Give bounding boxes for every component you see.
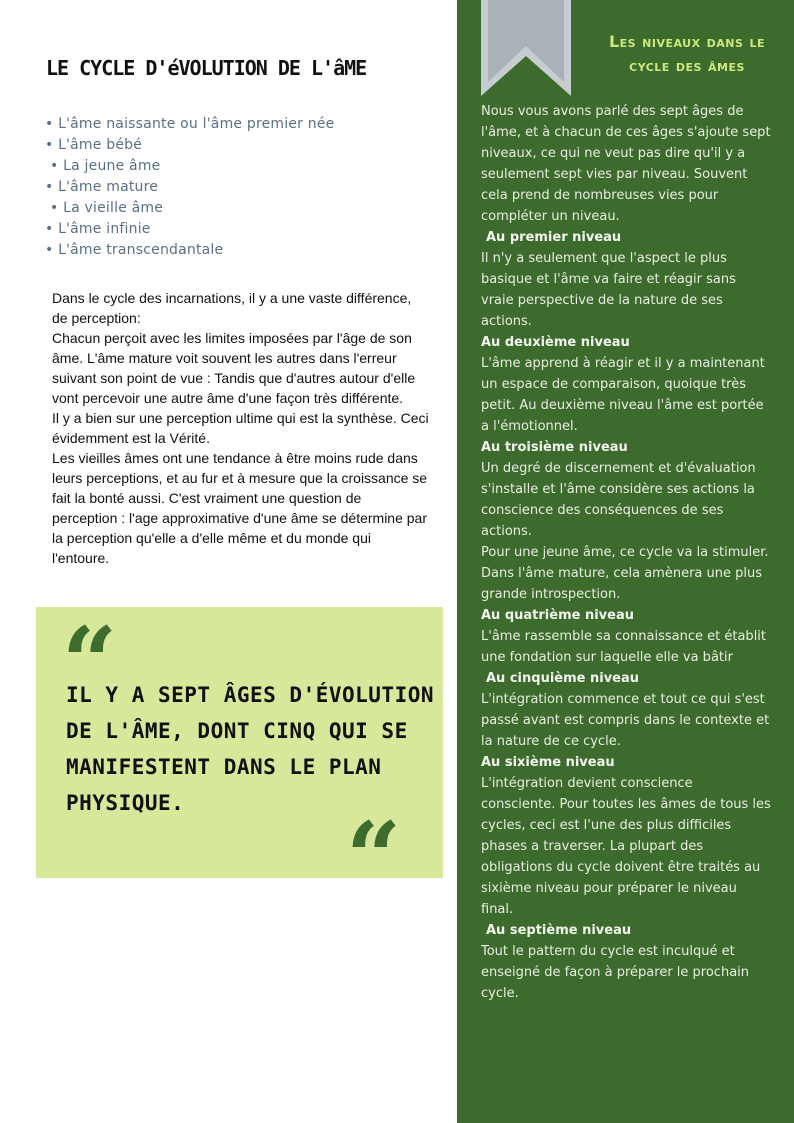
paragraph: Il y a bien sur une perception ultime qui est la synthèse. Ceci évidemment est la Vérité. — [52, 410, 429, 446]
level-heading: Au quatrième niveau — [481, 608, 634, 623]
pull-quote — [36, 606, 443, 914]
level-text: L'intégration commence et tout ce qui s'est passé avant est compris dans le contexte et la nature de ce cycle. — [481, 692, 770, 749]
quote-open-icon: “ — [62, 606, 118, 719]
level-heading: Au septième niveau — [486, 923, 632, 938]
level-text: Tout le pattern du cycle est inculqué et enseigné de façon à préparer le prochain cycle. — [481, 944, 750, 1001]
intro-paragraph: Nous vous avons parlé des sept âges de l'âme, et à chacun de ces âges s'ajoute sept niveaux, ce qui ne veut pas dire qu'il y a seulement sept vies par niveau. Souvent cela prend de nombreuses vies pour compléter un niveau. — [481, 104, 771, 224]
level-text: L'intégration devient conscience consciente. Pour toutes les âmes de tous les cycles, ceci est l'une des plus difficiles phases a traverser. La plupart des obligations du cycle doivent être traités au sixième niveau pour préparer le niveau final. — [481, 776, 771, 917]
paragraph: Dans le cycle des incarnations, il y a une vaste différence, de perception: — [52, 290, 412, 326]
quote-close-icon: “ — [346, 801, 402, 914]
list-item: • L'âme infinie — [45, 221, 151, 237]
level-heading: Au sixième niveau — [481, 755, 615, 770]
list-item: • La jeune âme — [50, 158, 161, 174]
sidebar-title: Les niveaux dans le cycle des âmes — [608, 32, 766, 75]
level-text: Il n'y a seulement que l'aspect le plus basique et l'âme va faire et réagir sans vraie perspective de la nature de ses actions. — [481, 251, 736, 329]
level-text: L'âme apprend à réagir et il y a maintenant un espace de comparaison, quoique très petit. Au deuxième niveau l'âme est portée a l'émotionnel. — [481, 356, 765, 434]
list-item: • L'âme transcendantale — [45, 242, 224, 258]
list-item: • L'âme mature — [45, 179, 159, 195]
list-item: • La vieille âme — [50, 200, 164, 216]
paragraph: Les vieilles âmes ont une tendance à être moins rude dans leurs perceptions, et au fur et à mesure que la croissance se fait la bonté aussi. C'est vraiment une question de perception : l'age approximative d'une âme se détermine par la perception qu'elle a d'elle même et du monde qui l'entoure. — [52, 450, 428, 566]
list-item: • L'âme naissante ou l'âme premier née — [45, 116, 335, 132]
level-heading: Au cinquième niveau — [486, 671, 640, 686]
list-item: • L'âme bébé — [45, 137, 143, 153]
sidebar-panel — [457, 0, 794, 1123]
bookmark-ribbon-icon — [481, 0, 571, 98]
page-title: LE CYCLE D'éVOLUTION DE L'âME — [46, 56, 367, 80]
level-heading: Au deuxième niveau — [481, 335, 630, 350]
level-text: Pour une jeune âme, ce cycle va la stimuler. Dans l'âme mature, cela amènera une plus grande introspection. — [481, 545, 769, 602]
level-heading: Au troisième niveau — [481, 440, 628, 455]
age-list — [45, 114, 334, 261]
quote-text: IL Y A SEPT ÂGES D'ÉVOLUTION DE L'ÂME, DONT CINQ QUI SE MANIFESTENT DANS LE PLAN PHYSIQUE. — [66, 683, 435, 815]
level-text: L'âme rassemble sa connaissance et établit une fondation sur laquelle elle va bâtir — [481, 629, 767, 665]
body-text — [52, 288, 430, 568]
paragraph: Chacun perçoit avec les limites imposées par l'âge de son âme. L'âme mature voit souvent les autres dans l'erreur suivant son point de vue : Tandis que d'autres autour d'elle vont percevoir une autre âme d'une façon très différente. — [52, 330, 416, 406]
sidebar-text — [481, 101, 771, 1004]
level-heading: Au premier niveau — [486, 230, 622, 245]
level-text: Un degré de discernement et d'évaluation s'installe et l'âme considère ses actions la conscience des conséquences de ses actions. — [481, 461, 756, 539]
